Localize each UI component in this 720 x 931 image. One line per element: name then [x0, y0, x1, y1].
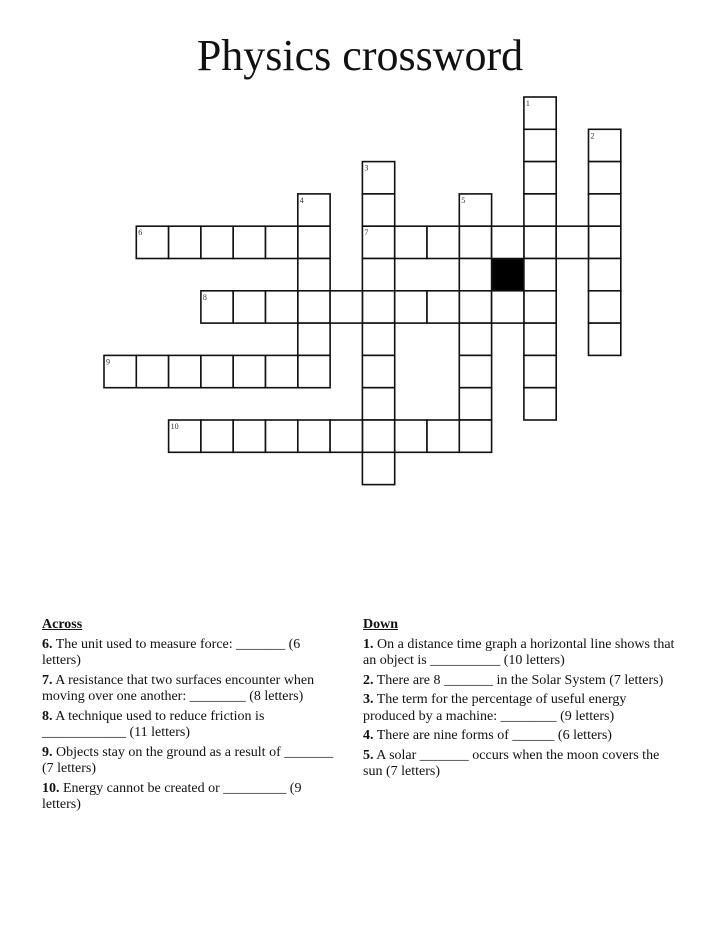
grid-cell[interactable] — [136, 355, 168, 387]
clue-number-label: 5 — [461, 195, 466, 205]
grid-cell[interactable] — [233, 420, 265, 452]
clue-text: A resistance that two surfaces encounter when moving over one another: ________ (8 letters) — [42, 672, 315, 704]
clue-number-label: 3 — [364, 163, 369, 173]
grid-cell[interactable] — [266, 226, 298, 258]
grid-cell[interactable] — [459, 420, 491, 452]
grid-cell[interactable] — [524, 226, 556, 258]
grid-cell[interactable] — [201, 355, 233, 387]
grid-cell[interactable] — [589, 162, 621, 194]
down-clue-4 — [363, 728, 681, 745]
clue-number: 5. — [363, 747, 374, 763]
grid-cell[interactable] — [524, 355, 556, 387]
grid-cell[interactable] — [395, 420, 427, 452]
grid-cell[interactable] — [427, 226, 459, 258]
grid-cell[interactable] — [524, 259, 556, 291]
clue-number-label: 1 — [525, 99, 530, 108]
down-clues — [363, 617, 681, 784]
grid-cell[interactable] — [298, 420, 330, 452]
grid-cell[interactable] — [362, 420, 394, 452]
grid-cell[interactable] — [362, 388, 394, 420]
grid-cell[interactable] — [459, 291, 491, 323]
grid-cell[interactable] — [556, 226, 588, 258]
grid-cell[interactable] — [524, 388, 556, 420]
across-heading: Across — [42, 617, 83, 632]
grid-cell[interactable] — [459, 226, 491, 258]
clue-number: 9. — [42, 744, 53, 760]
grid-cell[interactable] — [362, 194, 394, 226]
grid-cell[interactable] — [362, 259, 394, 291]
across-clues — [42, 617, 342, 817]
grid-cell[interactable] — [362, 355, 394, 387]
grid-cell[interactable] — [362, 291, 394, 323]
grid-cell[interactable] — [233, 355, 265, 387]
grid-cell[interactable] — [266, 291, 298, 323]
clue-text: The term for the percentage of useful energy produced by a machine: ________ (9 letters) — [363, 692, 627, 724]
grid-cell[interactable] — [201, 226, 233, 258]
grid-cell[interactable] — [524, 162, 556, 194]
grid-cell[interactable] — [298, 323, 330, 355]
grid-cell[interactable] — [492, 291, 524, 323]
grid-cell[interactable] — [298, 226, 330, 258]
grid-cell[interactable] — [233, 291, 265, 323]
clue-text: Objects stay on the ground as a result of _______ (7 letters) — [42, 744, 334, 776]
grid-cell[interactable] — [589, 226, 621, 258]
down-clue-2 — [363, 673, 681, 690]
down-clue-1 — [363, 637, 681, 670]
clue-text: On a distance time graph a horizontal line shows that an object is __________ (10 letters) — [363, 636, 675, 668]
grid-cell[interactable] — [589, 291, 621, 323]
across-clue-6 — [42, 637, 342, 670]
clue-number: 4. — [363, 728, 374, 743]
across-clue-9 — [42, 745, 342, 778]
grid-cell[interactable] — [524, 291, 556, 323]
clue-number: 7. — [42, 672, 53, 688]
black-cell — [492, 259, 524, 291]
grid-cell[interactable] — [266, 420, 298, 452]
grid-cell[interactable] — [427, 420, 459, 452]
clue-number-label: 8 — [202, 292, 207, 302]
clue-number-label: 2 — [590, 131, 595, 141]
clue-text: A solar _______ occurs when the moon covers the sun (7 letters) — [363, 747, 660, 779]
across-clue-7 — [42, 673, 342, 706]
clue-text: There are nine forms of ______ (6 letters) — [376, 728, 612, 743]
grid-cell[interactable] — [589, 194, 621, 226]
grid-cell[interactable] — [233, 226, 265, 258]
grid-cell[interactable] — [589, 323, 621, 355]
clue-text: Energy cannot be created or _________ (9 letters) — [42, 780, 302, 812]
grid-cell[interactable] — [330, 291, 362, 323]
clue-text: There are 8 _______ in the Solar System (7 letters) — [376, 672, 664, 688]
grid-cell[interactable] — [201, 420, 233, 452]
clue-text: A technique used to reduce friction is ____________ (11 letters) — [42, 708, 265, 740]
grid-cell[interactable] — [266, 355, 298, 387]
grid-cell[interactable] — [298, 291, 330, 323]
grid-cell[interactable] — [395, 291, 427, 323]
grid-cell[interactable] — [524, 323, 556, 355]
grid-cell[interactable] — [330, 420, 362, 452]
clue-number: 6. — [42, 636, 53, 652]
grid-cell[interactable] — [298, 259, 330, 291]
across-clue-10 — [42, 781, 342, 814]
grid-cell[interactable] — [524, 129, 556, 161]
across-clue-8 — [42, 709, 342, 742]
grid-cell[interactable] — [395, 226, 427, 258]
clue-number-label: 4 — [299, 195, 304, 205]
down-heading: Down — [363, 617, 399, 632]
grid-cell[interactable] — [459, 323, 491, 355]
grid-cell[interactable] — [459, 355, 491, 387]
clue-number: 2. — [363, 672, 374, 688]
grid-cell[interactable] — [492, 226, 524, 258]
grid-cell[interactable] — [459, 259, 491, 291]
grid-cell[interactable] — [298, 355, 330, 387]
down-clue-5 — [363, 748, 681, 781]
clue-number: 3. — [363, 692, 374, 707]
grid-cell[interactable] — [169, 226, 201, 258]
grid-cell[interactable] — [524, 194, 556, 226]
clue-text: The unit used to measure force: _______ (6 letters) — [42, 636, 301, 668]
grid-cell[interactable] — [459, 388, 491, 420]
clue-number-label: 6 — [138, 228, 143, 238]
clue-number-label: 7 — [364, 228, 369, 238]
page-title: Physics crossword — [196, 31, 524, 80]
grid-cell[interactable] — [362, 452, 394, 484]
clue-number-label: 10 — [170, 422, 179, 431]
clue-number: 1. — [363, 636, 374, 652]
down-clue-3 — [363, 692, 681, 725]
clue-number: 8. — [42, 708, 53, 724]
grid-cell[interactable] — [362, 323, 394, 355]
clue-number: 10. — [42, 780, 60, 796]
grid-cell[interactable] — [589, 259, 621, 291]
grid-cell[interactable] — [169, 355, 201, 387]
clue-number-label: 9 — [106, 357, 110, 367]
grid-cell[interactable] — [427, 291, 459, 323]
